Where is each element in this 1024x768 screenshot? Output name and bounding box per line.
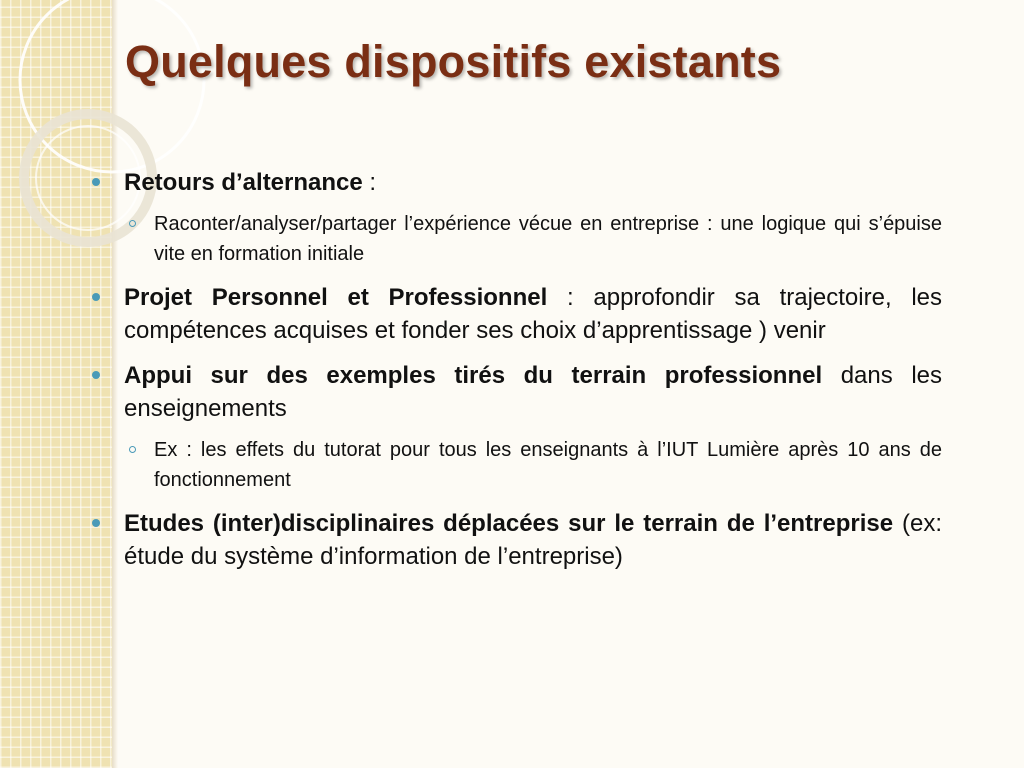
sub-bullet-list bbox=[124, 209, 942, 269]
bullet-item bbox=[92, 281, 942, 347]
bullet-bold-text: Appui sur des exemples tirés du terrain professionnel bbox=[124, 362, 823, 389]
sub-bullet-text: Raconter/analyser/partager l’expérience vécue en entreprise : une logique qui s’épuise vite en formation initiale bbox=[154, 213, 942, 265]
bullet-text: (ex: étude du système d’information de l’entreprise) bbox=[124, 510, 942, 570]
bullet-text: : bbox=[362, 169, 377, 196]
bullet-dot-icon bbox=[92, 519, 100, 527]
bullet-item bbox=[92, 507, 942, 573]
bullet-list bbox=[92, 166, 942, 585]
sub-bullet-text: Ex : les effets du tutorat pour tous les enseignants à l’IUT Lumière après 10 ans de fonctionnement bbox=[154, 439, 942, 491]
bullet-bold-text: Etudes (inter)disciplinaires déplacées sur le terrain de l’entreprise bbox=[124, 510, 894, 537]
sub-bullet-circle-icon bbox=[129, 446, 136, 453]
bullet-text: dans les enseignements bbox=[124, 362, 942, 422]
sub-bullet-item bbox=[124, 435, 942, 495]
bullet-dot-icon bbox=[92, 293, 100, 301]
bullet-dot-icon bbox=[92, 371, 100, 379]
bullet-item bbox=[92, 359, 942, 495]
bullet-dot-icon bbox=[92, 178, 100, 186]
sub-bullet-list bbox=[124, 435, 942, 495]
bullet-bold-text: Retours d’alternance bbox=[124, 169, 363, 196]
sub-bullet-item bbox=[124, 209, 942, 269]
sub-bullet-circle-icon bbox=[129, 220, 136, 227]
slide-title: Quelques dispositifs existants bbox=[125, 36, 782, 87]
bullet-text: : approfondir sa trajectoire, les compétences acquises et fonder ses choix d’apprentissage ) venir bbox=[124, 284, 943, 344]
bullet-bold-text: Projet Personnel et Professionnel bbox=[124, 284, 548, 311]
bullet-item bbox=[92, 166, 942, 269]
